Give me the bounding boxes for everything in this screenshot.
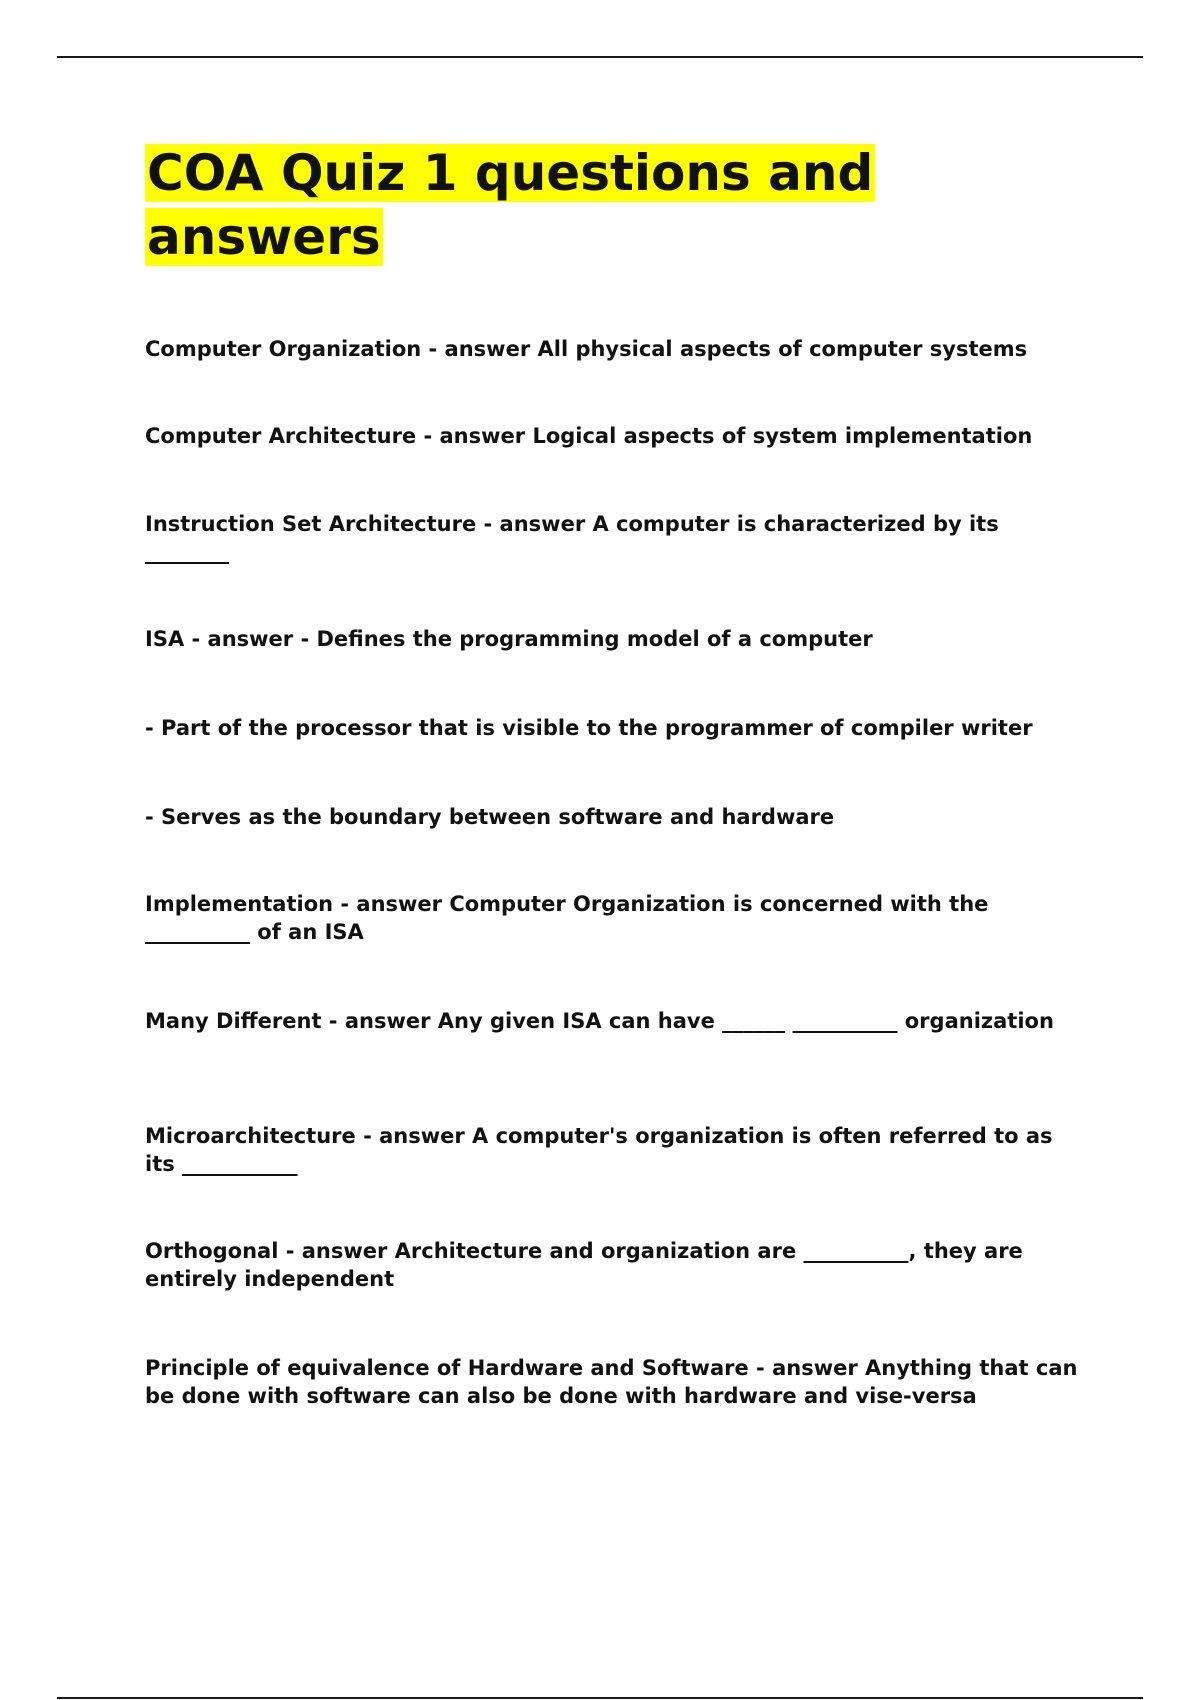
qa-item-orthogonal: Orthogonal - answer Architecture and organization are __________, they are entirely independent — [145, 1239, 1023, 1291]
qa-item-implementation: Implementation - answer Computer Organization is concerned with the __________ of an ISA — [145, 892, 989, 944]
qa-item-isa: ISA - answer - Defines the programming model of a computer — [145, 627, 873, 651]
qa-item-principle-of-equivalence: Principle of equivalence of Hardware and Software - answer Anything that can be done with software can also be done with hardware and vise-versa — [145, 1356, 1078, 1408]
title-line-2: answers — [147, 208, 381, 266]
title-line-1: COA Quiz 1 questions and — [147, 144, 874, 202]
header-rule — [57, 56, 1143, 58]
document-title — [145, 141, 1095, 269]
qa-item-instruction-set-architecture: Instruction Set Architecture - answer A computer is characterized by its ________ — [145, 512, 999, 564]
footer-rule — [57, 1697, 1143, 1699]
qa-item-computer-organization: Computer Organization - answer All physical aspects of computer systems — [145, 337, 1028, 361]
qa-item-isa-visible-part: - Part of the processor that is visible to the programmer of compiler writer — [145, 716, 1033, 740]
qa-item-microarchitecture: Microarchitecture - answer A computer's organization is often referred to as its ___________ — [145, 1124, 1053, 1176]
qa-item-many-different: Many Different - answer Any given ISA can have ______ __________ organization — [145, 1009, 1054, 1033]
qa-item-computer-architecture: Computer Architecture - answer Logical aspects of system implementation — [145, 424, 1033, 448]
qa-item-isa-boundary: - Serves as the boundary between software and hardware — [145, 805, 835, 829]
